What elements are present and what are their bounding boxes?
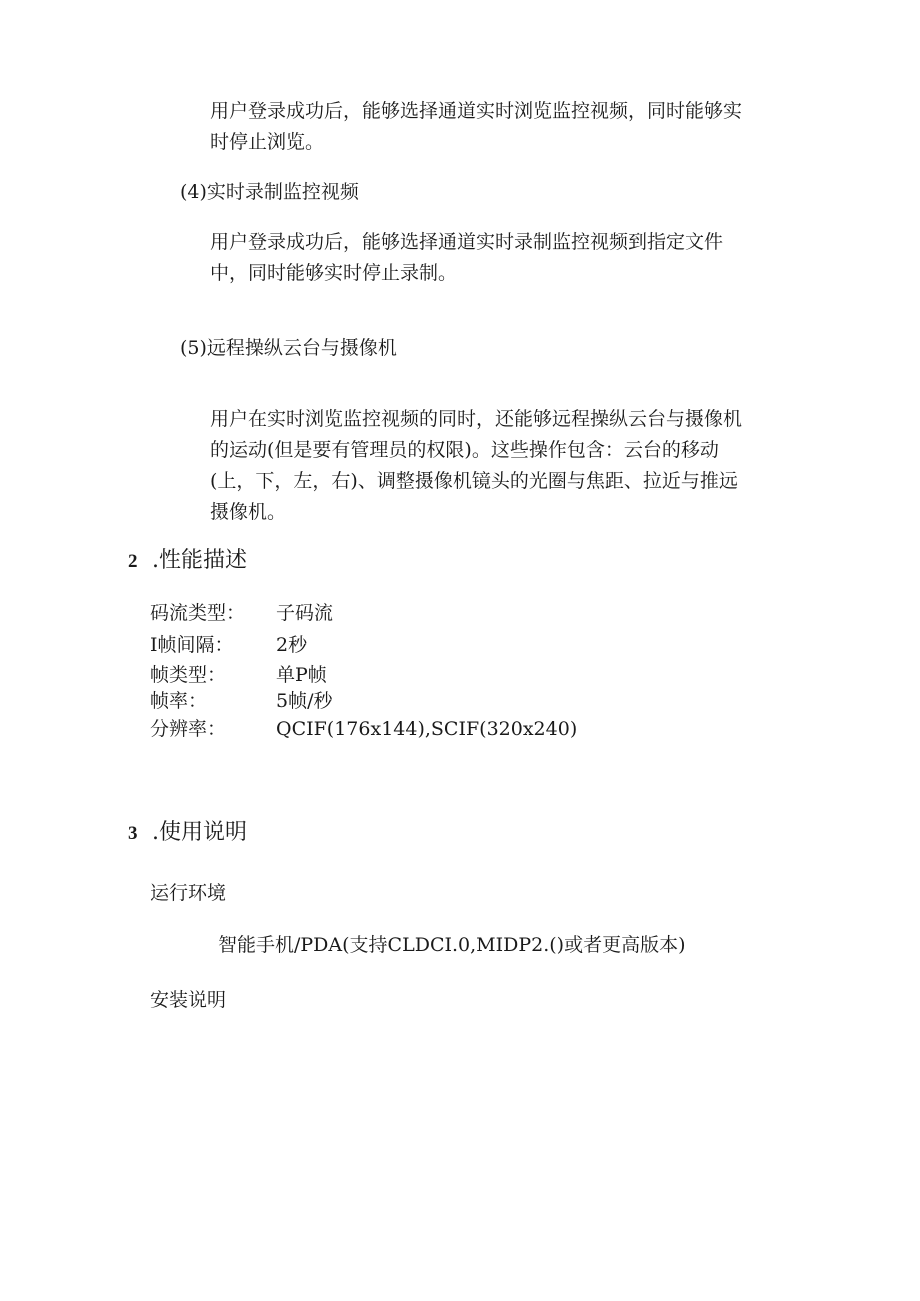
spec-value: 子码流 bbox=[276, 602, 334, 624]
section-number: 3 bbox=[128, 823, 138, 844]
spec-key: 分辨率： bbox=[150, 718, 227, 740]
spec-row-stream-type bbox=[150, 600, 333, 627]
spec-key: 帧类型： bbox=[150, 664, 227, 686]
paragraph-line: 中，同时能够实时停止录制。 bbox=[210, 262, 458, 284]
paragraph-ptz-control bbox=[210, 404, 742, 528]
spec-row-resolution bbox=[150, 716, 577, 743]
paragraph-line: 时停止浏览。 bbox=[210, 131, 325, 153]
section-title: .使用说明 bbox=[152, 820, 247, 845]
section-title: .性能描述 bbox=[152, 548, 247, 573]
item-4-heading: (4)实时录制监控视频 bbox=[180, 181, 359, 203]
spec-key: 帧率： bbox=[150, 690, 208, 712]
spec-value: 2秒 bbox=[276, 634, 308, 656]
section-2-heading bbox=[128, 546, 247, 577]
paragraph-line: 的运动(但是要有管理员的权限)。这些操作包含：云台的移动 bbox=[210, 439, 719, 461]
paragraph-line: 用户登录成功后，能够选择通道实时浏览监控视频，同时能够实 bbox=[210, 100, 743, 122]
paragraph-recording bbox=[210, 227, 723, 289]
spec-row-i-frame-interval bbox=[150, 632, 307, 659]
item-5-heading: (5)远程操纵云台与摄像机 bbox=[180, 337, 397, 359]
install-instructions-label: 安装说明 bbox=[150, 989, 227, 1011]
spec-row-frame-type bbox=[150, 662, 327, 689]
spec-row-frame-rate bbox=[150, 688, 333, 715]
run-environment-value: 智能手机/PDA(支持CLDCI.0,MIDP2.()或者更高版本) bbox=[218, 934, 686, 956]
paragraph-line: 用户登录成功后，能够选择通道实时录制监控视频到指定文件 bbox=[210, 231, 724, 253]
run-environment-label: 运行环境 bbox=[150, 882, 227, 904]
paragraph-line: 摄像机。 bbox=[210, 501, 287, 523]
section-3-heading bbox=[128, 818, 247, 849]
spec-key: I帧间隔： bbox=[150, 634, 234, 656]
section-number: 2 bbox=[128, 551, 138, 572]
spec-value: 5帧/秒 bbox=[276, 690, 333, 712]
paragraph-line: (上，下，左，右)、调整摄像机镜头的光圈与焦距、拉近与推远 bbox=[210, 470, 738, 492]
spec-key: 码流类型： bbox=[150, 602, 246, 624]
spec-value: QCIF(176x144),SCIF(320x240) bbox=[276, 718, 578, 740]
spec-value: 单P帧 bbox=[276, 664, 327, 686]
paragraph-line: 用户在实时浏览监控视频的同时，还能够远程操纵云台与摄像机 bbox=[210, 408, 743, 430]
paragraph-live-view bbox=[210, 96, 742, 158]
